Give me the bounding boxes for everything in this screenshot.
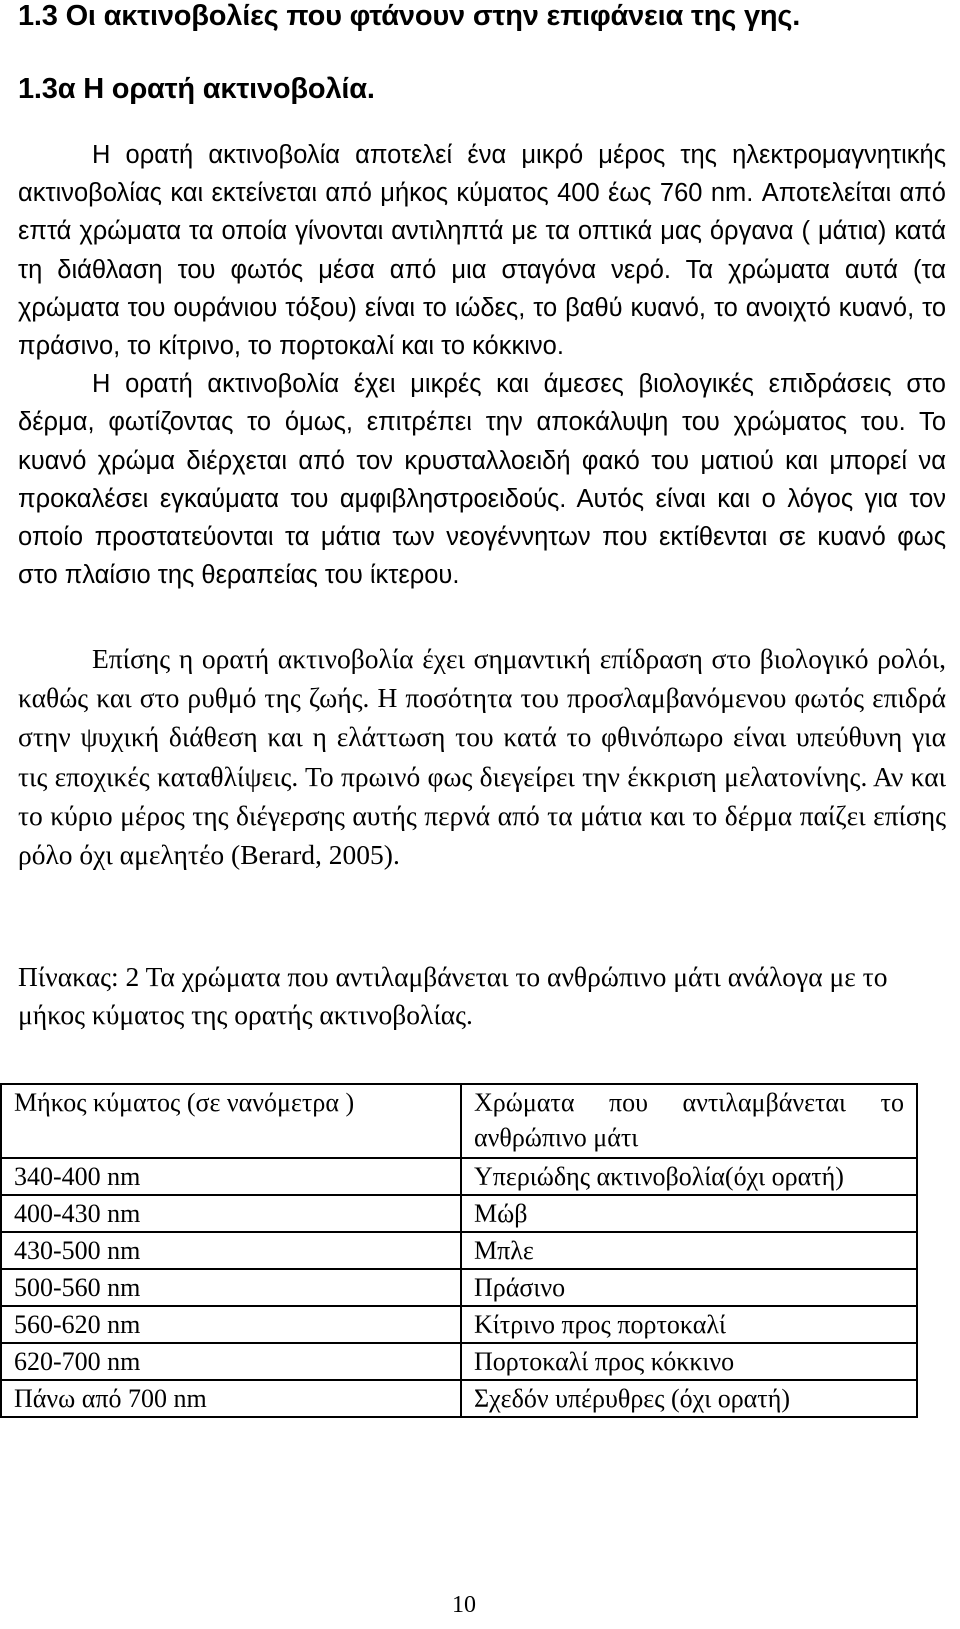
table-row <box>1 1343 917 1380</box>
cell-wavelength: 500-560 nm <box>1 1269 461 1306</box>
table-row <box>1 1380 917 1417</box>
cell-wavelength: Πάνω από 700 nm <box>1 1380 461 1417</box>
paragraph-visible-radiation: Η ορατή ακτινοβολία αποτελεί ένα μικρό μέρος της ηλεκτρομαγνητικής ακτινοβολίας και εκτείνεται από μήκος κύματος 400 έως 760 nm. Αποτελείται από επτά χρώματα τα οποία γίνονται αντιληπτά με τα οπτικά μας όργανα ( μάτια) κατά τη διάθλαση του φωτός μέσα από μια σταγόνα νερό. Τα χρώματα αυτά (τα χρώματα του ουράνιου τόξου) είναι το ιώδες, το βαθύ κυανό, το ανοιχτό κυανό, το πράσινο, το κίτρινο, το πορτοκαλί και το κόκκινο. <box>18 141 946 361</box>
cell-color: Μώβ <box>461 1195 917 1232</box>
cell-wavelength: 430-500 nm <box>1 1232 461 1269</box>
table-row <box>1 1232 917 1269</box>
cell-wavelength: 620-700 nm <box>1 1343 461 1380</box>
table-row <box>1 1195 917 1232</box>
cell-color: Σχεδόν υπέρυθρες (όχι ορατή) <box>461 1380 917 1417</box>
table-row <box>1 1306 917 1343</box>
header-cell-color: Χρώματα που αντιλαμβάνεται το ανθρώπινο μάτι <box>461 1084 917 1158</box>
cell-color: Πράσινο <box>461 1269 917 1306</box>
table-header-row <box>1 1084 917 1158</box>
section-heading: 1.3 Οι ακτινοβολίες που φτάνουν στην επιφάνεια της γης. <box>18 0 801 32</box>
cell-color: Μπλε <box>461 1232 917 1269</box>
header-cell-wavelength: Μήκος κύματος (σε νανόμετρα ) <box>1 1084 461 1158</box>
subsection-heading: 1.3α Η ορατή ακτινοβολία. <box>18 73 375 105</box>
table-row <box>1 1269 917 1306</box>
cell-color: Υπεριώδης ακτινοβολία(όχι ορατή) <box>461 1158 917 1195</box>
cell-wavelength: 340-400 nm <box>1 1158 461 1195</box>
cell-color: Κίτρινο προς πορτοκαλί <box>461 1306 917 1343</box>
cell-wavelength: 560-620 nm <box>1 1306 461 1343</box>
table-caption: Πίνακας: 2 Τα χρώματα που αντιλαμβάνεται το ανθρώπινο μάτι ανάλογα με το μήκος κύματος της ορατής ακτινοβολίας. <box>18 961 888 1030</box>
cell-wavelength: 400-430 nm <box>1 1195 461 1232</box>
paragraph-biological-clock: Επίσης η ορατή ακτινοβολία έχει σημαντική επίδραση στο βιολογικό ρολόι, καθώς και στο ρυθμό της ζωής. Η ποσότητα του προσλαμβανόμενου φωτός επιδρά στην ψυχική διάθεση και η ελάττωση του κατά το φθινόπωρο είναι υπεύθυνη για τις εποχικές καταθλίψεις. Το πρωινό φως διεγείρει την έκκριση μελατονίνης. Αν και το κύριο μέρος της διέγερσης αυτής περνά από τα μάτια και το δέρμα παίζει επίσης ρόλο όχι αμελητέο (Berard, 2005). <box>18 643 946 871</box>
page-number: 10 <box>452 1592 476 1618</box>
body-text-sans <box>18 136 946 594</box>
table-row <box>1 1158 917 1195</box>
paragraph-biological-effects: Η ορατή ακτινοβολία έχει μικρές και άμεσες βιολογικές επιδράσεις στο δέρμα, φωτίζοντας το όμως, επιτρέπει την αποκάλυψη του χρώματος του. Το κυανό χρώμα διέρχεται από τον κρυσταλλοειδή φακό του ματιού και μπορεί να προκαλέσει εγκαύματα του αμφιβληστροειδούς. Αυτός είναι και ο λόγος για τον οποίο προστατεύονται τα μάτια των νεογέννητων που εκτίθενται σε κυανό φως στο πλαίσιο της θεραπείας του ίκτερου. <box>18 370 946 590</box>
cell-color: Πορτοκαλί προς κόκκινο <box>461 1343 917 1380</box>
wavelength-color-table <box>0 1083 918 1418</box>
body-text-serif <box>18 639 946 874</box>
